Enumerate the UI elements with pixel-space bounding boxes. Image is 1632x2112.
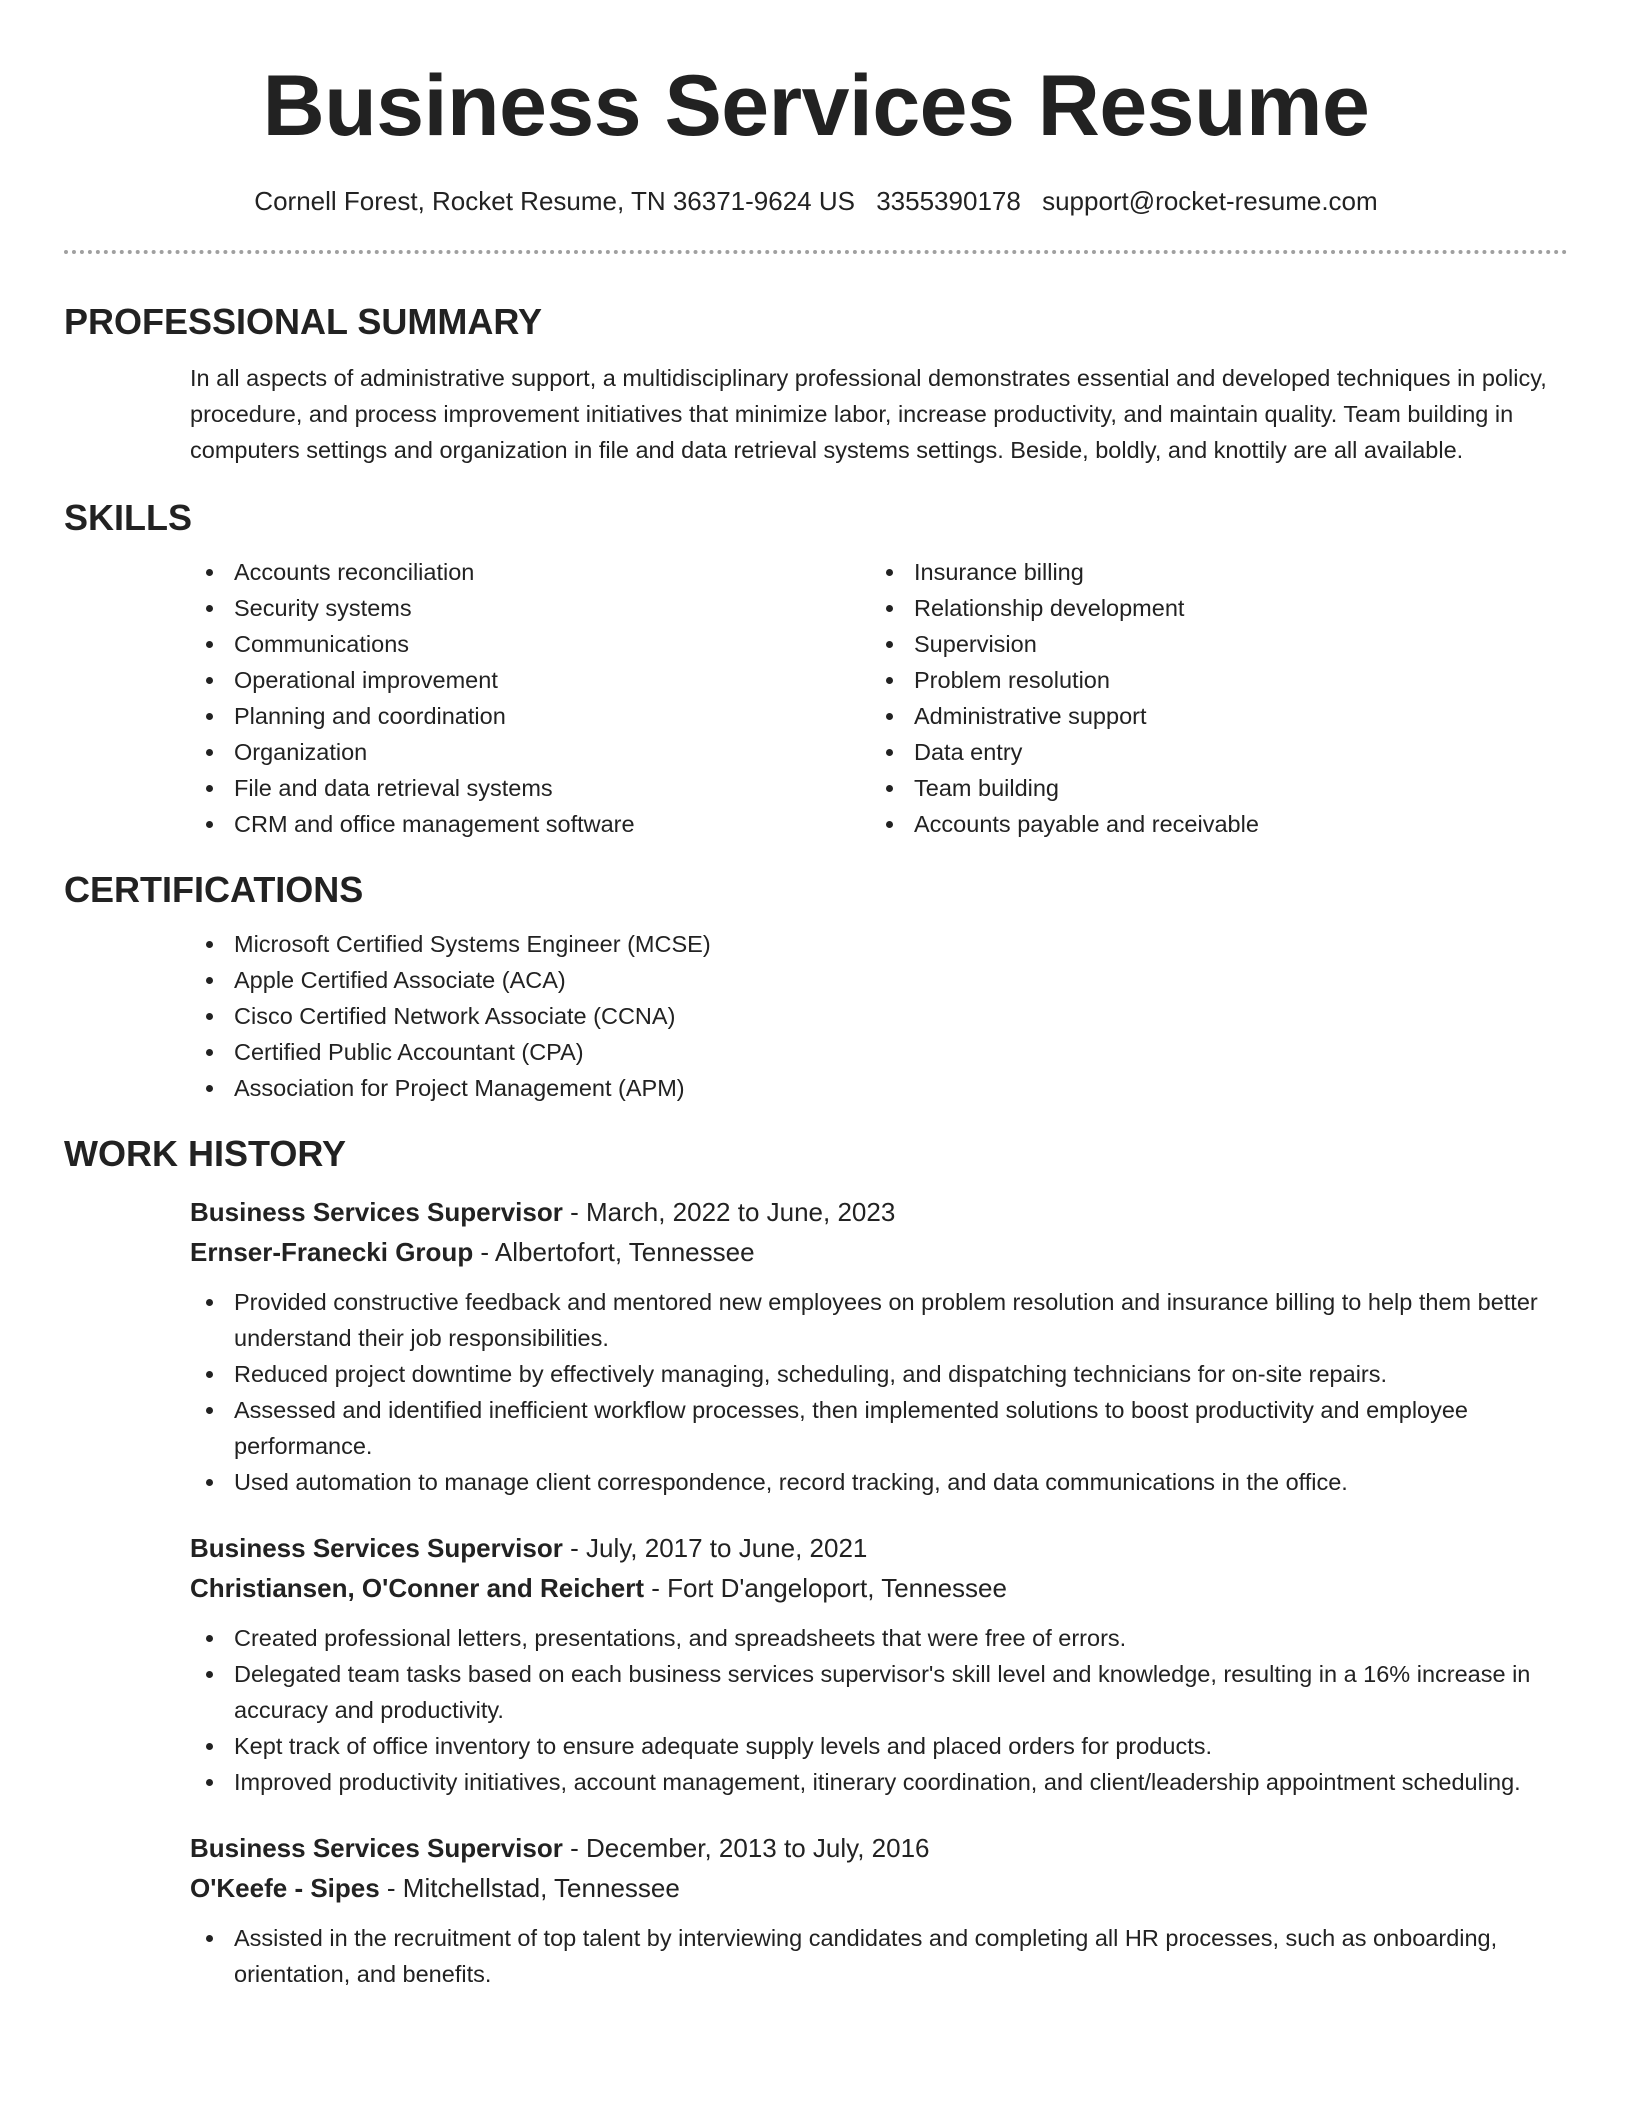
skill-item: Security systems — [190, 590, 870, 626]
job-role: Business Services Supervisor — [190, 1533, 563, 1563]
skill-item: CRM and office management software — [190, 806, 870, 842]
job-bullet: Reduced project downtime by effectively managing, scheduling, and dispatching technicians for on-site repairs. — [190, 1356, 1568, 1392]
job-bullet: Used automation to manage client correspondence, record tracking, and data communications in the office. — [190, 1464, 1568, 1500]
job-dates: - March, 2022 to June, 2023 — [562, 1197, 896, 1227]
skill-item: Relationship development — [870, 590, 1550, 626]
job-entry — [64, 1528, 1568, 1800]
job-bullet: Provided constructive feedback and mentored new employees on problem resolution and insurance billing to help them better understand their job responsibilities. — [190, 1284, 1568, 1356]
job-bullets — [190, 1284, 1568, 1500]
work-history-section — [64, 1132, 1568, 1992]
job-company: Ernser-Franecki Group — [190, 1237, 474, 1267]
job-bullet: Delegated team tasks based on each business services supervisor's skill level and knowledge, resulting in a 16% increase in accuracy and productivity. — [190, 1656, 1568, 1728]
certification-item: Certified Public Accountant (CPA) — [190, 1034, 1568, 1070]
job-company-line — [190, 1568, 1568, 1608]
header-divider — [64, 250, 1568, 254]
job-entry — [64, 1192, 1568, 1500]
job-dates: - July, 2017 to June, 2021 — [562, 1533, 868, 1563]
job-bullet: Assessed and identified inefficient workflow processes, then implemented solutions to boost productivity and employee performance. — [190, 1392, 1568, 1464]
job-title-line — [190, 1828, 1568, 1868]
resume-page — [64, 0, 1568, 1992]
skill-item: Problem resolution — [870, 662, 1550, 698]
job-location: - Albertofort, Tennessee — [473, 1237, 755, 1267]
certifications-list — [190, 926, 1568, 1106]
contact-line — [64, 184, 1568, 218]
summary-section — [64, 300, 1568, 468]
job-company-line — [190, 1868, 1568, 1908]
skills-columns — [190, 554, 1568, 842]
summary-heading: PROFESSIONAL SUMMARY — [64, 301, 543, 342]
skill-item: Planning and coordination — [190, 698, 870, 734]
job-bullet: Assisted in the recruitment of top talent by interviewing candidates and completing all HR processes, such as onboarding, orientation, and benefits. — [190, 1920, 1568, 1992]
skill-item: Operational improvement — [190, 662, 870, 698]
skill-item: Administrative support — [870, 698, 1550, 734]
work-history-heading: WORK HISTORY — [64, 1133, 347, 1174]
contact-address: Cornell Forest, Rocket Resume, TN 36371-9624 US — [254, 186, 855, 216]
job-title-line — [190, 1528, 1568, 1568]
skill-item: Organization — [190, 734, 870, 770]
job-bullets — [190, 1920, 1568, 1992]
skill-item: Communications — [190, 626, 870, 662]
skill-item: Team building — [870, 770, 1550, 806]
job-role: Business Services Supervisor — [190, 1197, 563, 1227]
job-title-line — [190, 1192, 1568, 1232]
job-company: O'Keefe - Sipes — [190, 1873, 380, 1903]
skills-heading: SKILLS — [64, 497, 193, 538]
skill-item: Supervision — [870, 626, 1550, 662]
job-bullet: Improved productivity initiatives, account management, itinerary coordination, and client/leadership appointment scheduling. — [190, 1764, 1568, 1800]
summary-text: In all aspects of administrative support, a multidisciplinary professional demonstrates essential and developed techniques in policy, procedure, and process improvement initiatives that minimize labor, increase productivity, and maintain quality. Team building in computers settings and organization in file and data retrieval systems settings. Beside, boldly, and knottily are all available. — [190, 365, 1547, 463]
skills-left-list — [190, 554, 870, 842]
certification-item: Association for Project Management (APM) — [190, 1070, 1568, 1106]
skill-item: Accounts reconciliation — [190, 554, 870, 590]
certifications-section — [64, 868, 1568, 1106]
skill-item: Insurance billing — [870, 554, 1550, 590]
resume-title: Business Services Resume — [262, 58, 1370, 154]
job-company-line — [190, 1232, 1568, 1272]
skills-section — [64, 496, 1568, 842]
certifications-heading: CERTIFICATIONS — [64, 869, 364, 910]
job-bullet: Kept track of office inventory to ensure adequate supply levels and placed orders for products. — [190, 1728, 1568, 1764]
certification-item: Cisco Certified Network Associate (CCNA) — [190, 998, 1568, 1034]
skills-right-list — [870, 554, 1550, 842]
contact-phone: 3355390178 — [876, 186, 1021, 216]
job-bullet: Created professional letters, presentations, and spreadsheets that were free of errors. — [190, 1620, 1568, 1656]
skill-item: Accounts payable and receivable — [870, 806, 1550, 842]
job-dates: - December, 2013 to July, 2016 — [562, 1833, 930, 1863]
job-role: Business Services Supervisor — [190, 1833, 563, 1863]
job-entry — [64, 1828, 1568, 1992]
certification-item: Apple Certified Associate (ACA) — [190, 962, 1568, 998]
job-company: Christiansen, O'Conner and Reichert — [190, 1573, 645, 1603]
skill-item: File and data retrieval systems — [190, 770, 870, 806]
job-bullets — [190, 1620, 1568, 1800]
certification-item: Microsoft Certified Systems Engineer (MCSE) — [190, 926, 1568, 962]
job-location: - Mitchellstad, Tennessee — [379, 1873, 680, 1903]
job-location: - Fort D'angeloport, Tennessee — [644, 1573, 1007, 1603]
contact-email: support@rocket-resume.com — [1042, 186, 1378, 216]
skill-item: Data entry — [870, 734, 1550, 770]
